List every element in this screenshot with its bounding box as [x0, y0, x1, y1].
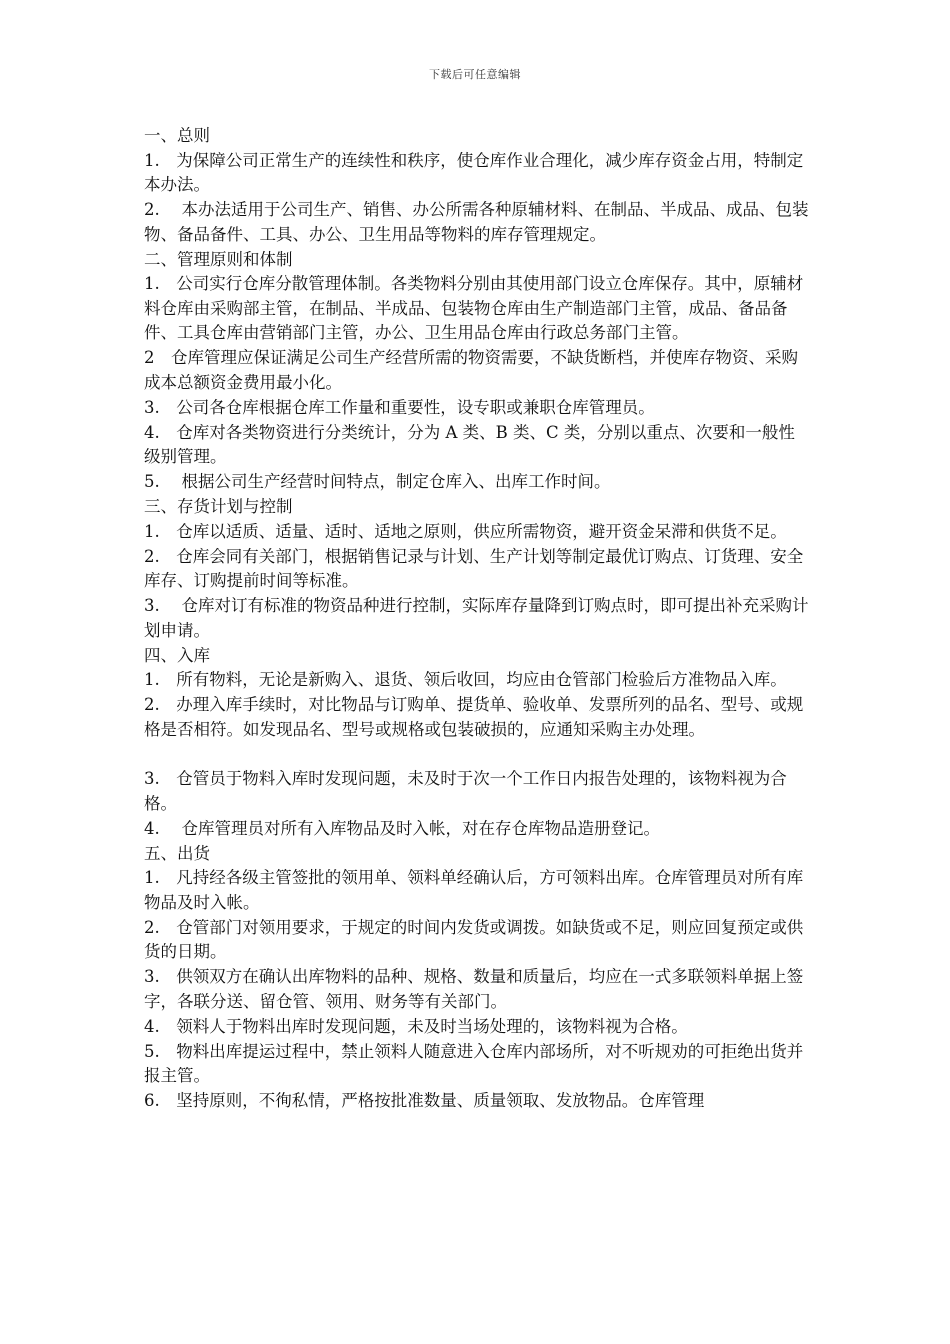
clause-inbound-1: 1. 所有物料，无论是新购入、退货、领后收回，均应由仓管部门检验后方准物品入库。: [144, 670, 787, 689]
section-heading-inbound: 四、入库: [144, 645, 210, 665]
clause-outbound-5: 5. 物料出库提运过程中，禁止领料人随意进入仓库内部场所，对不听规劝的可拒绝出货并报主管。: [144, 1041, 804, 1085]
clause-outbound-6: 6. 坚持原则，不徇私情，严格按批准数量、质量领取、发放物品。仓库管理: [144, 1091, 705, 1110]
page-header: 下载后可任意编辑: [429, 68, 521, 81]
clause-general-2: 2. 本办法适用于公司生产、销售、办公所需各种原辅材料、在制品、半成品、成品、包装物、备品备件、工具、办公、卫生用品等物料的库存管理规定。: [144, 200, 809, 244]
clause-general-1: 1. 为保障公司正常生产的连续性和秩序，使仓库作业合理化，减少库存资金占用，特制定本办法。: [144, 150, 804, 194]
clause-outbound-1: 1. 凡持经各级主管签批的领用单、领料单经确认后，方可领料出库。仓库管理员对所有库物品及时入帐。: [144, 868, 804, 912]
clause-management-3: 3. 公司各仓库根据仓库工作量和重要性，设专职或兼职仓库管理员。: [144, 397, 655, 417]
blank-line: [144, 743, 810, 768]
document-body: [144, 124, 810, 1114]
clause-management-5: 5. 根据公司生产经营时间特点，制定仓库入、出库工作时间。: [144, 472, 611, 491]
clause-inbound-3: 3. 仓管员于物料入库时发现问题，未及时于次一个工作日内报告处理的，该物料视为合格。: [144, 769, 787, 813]
clause-management-2: 2 仓库管理应保证满足公司生产经营所需的物资需要，不缺货断档，并使库存物资、采购成本总额资金费用最小化。: [144, 348, 798, 392]
clause-inbound-2: 2. 办理入库手续时，对比物品与订购单、提货单、验收单、发票所列的品名、型号、或规格是否相符。如发现品名、型号或规格或包装破损的，应通知采购主办处理。: [144, 695, 804, 739]
clause-inventory-2: 2. 仓库会同有关部门，根据销售记录与计划、生产计划等制定最优订购点、订货理、安全库存、订购提前时间等标准。: [144, 546, 804, 590]
clause-inventory-3: 3. 仓库对订有标准的物资品种进行控制，实际库存量降到订购点时，即可提出补充采购计划申请。: [144, 596, 809, 640]
section-heading-management: 二、管理原则和体制: [144, 249, 293, 269]
clause-outbound-4: 4. 领料人于物料出库时发现问题，未及时当场处理的，该物料视为合格。: [144, 1016, 688, 1036]
section-heading-inventory-plan: 三、存货计划与控制: [144, 497, 293, 516]
clause-outbound-3: 3. 供领双方在确认出库物料的品种、规格、数量和质量后，均应在一式多联领料单据上签字，各联分送、留仓管、领用、财务等有关部门。: [144, 967, 804, 1011]
clause-outbound-2: 2. 仓管部门对领用要求，于规定的时间内发货或调拨。如缺货或不足，则应回复预定或供货的日期。: [144, 917, 804, 961]
section-heading-general: 一、总则: [144, 126, 210, 145]
clause-management-4: 4. 仓库对各类物资进行分类统计，分为 A 类、B 类、C 类，分别以重点、次要和一般性级别管理。: [144, 422, 795, 466]
section-heading-outbound: 五、出货: [144, 843, 210, 863]
clause-inventory-1: 1. 仓库以适质、适量、适时、适地之原则，供应所需物资，避开资金呆滞和供货不足。: [144, 521, 787, 541]
clause-management-1: 1. 公司实行仓库分散管理体制。各类物料分别由其使用部门设立仓库保存。其中，原辅材料仓库由采购部主管，在制品、半成品、包装物仓库由生产制造部门主管，成品、备品备件、工具仓库由营销部门主管，办公、卫生用品仓库由行政总务部门主管。: [144, 274, 804, 342]
clause-inbound-4: 4. 仓库管理员对所有入库物品及时入帐，对在存仓库物品造册登记。: [144, 818, 660, 838]
